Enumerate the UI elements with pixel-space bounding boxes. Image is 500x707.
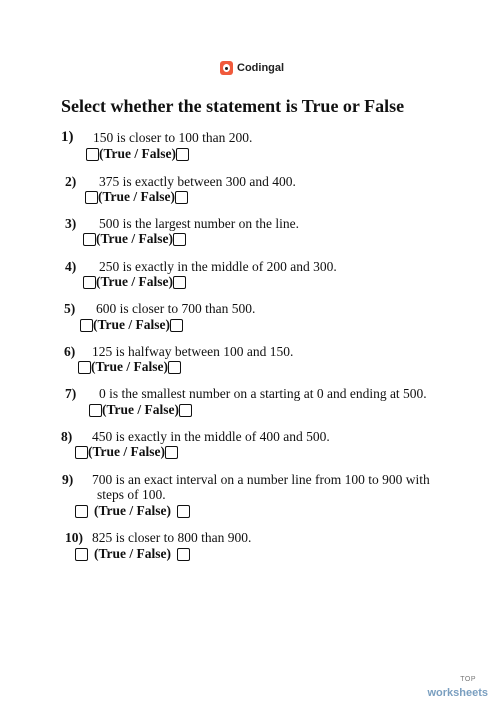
answer-checkbox-right[interactable] [177, 548, 190, 561]
answer-row [78, 359, 181, 375]
codingal-logo-icon [220, 61, 233, 75]
answer-checkbox-left[interactable] [86, 148, 99, 161]
answer-checkbox-right[interactable] [177, 505, 190, 518]
answer-row [75, 503, 190, 519]
answer-label: (True / False) [96, 231, 173, 246]
answer-label: (True / False) [91, 359, 168, 374]
watermark-worksheets: worksheets [427, 687, 488, 699]
answer-checkbox-right[interactable] [170, 319, 183, 332]
answer-checkbox-left[interactable] [89, 404, 102, 417]
answer-checkbox-left[interactable] [78, 361, 91, 374]
answer-label: (True / False) [93, 317, 170, 332]
answer-checkbox-right[interactable] [175, 191, 188, 204]
answer-checkbox-right[interactable] [179, 404, 192, 417]
answer-row [86, 146, 189, 162]
question-text: 0 is the smallest number on a starting at 0 and ending at 500. [99, 386, 427, 401]
question-number: 6) [64, 344, 76, 359]
answer-row [85, 189, 188, 205]
answer-label: (True / False) [102, 402, 179, 417]
answer-checkbox-right[interactable] [173, 276, 186, 289]
question-text: 125 is halfway between 100 and 150. [92, 344, 294, 359]
answer-row [89, 402, 192, 418]
question-number: 9) [62, 472, 74, 487]
topworksheets-watermark [427, 676, 488, 701]
question-text: 825 is closer to 800 than 900. [92, 530, 252, 545]
question-text-continued: steps of 100. [97, 487, 166, 502]
question-text: 500 is the largest number on the line. [99, 216, 299, 231]
answer-checkbox-left[interactable] [75, 548, 88, 561]
question-number: 1) [61, 129, 74, 145]
answer-label: (True / False) [98, 189, 175, 204]
brand-logo [220, 61, 284, 75]
question-number: 5) [64, 301, 76, 316]
answer-checkbox-left[interactable] [85, 191, 98, 204]
answer-checkbox-right[interactable] [173, 233, 186, 246]
question-text: 700 is an exact interval on a number line from 100 to 900 with [92, 472, 430, 487]
answer-label: (True / False) [99, 146, 176, 161]
answer-row [75, 546, 190, 562]
answer-label: (True / False) [96, 274, 173, 289]
question-number: 4) [65, 259, 77, 274]
worksheet-title: Select whether the statement is True or False [61, 96, 405, 116]
answer-row [80, 317, 183, 333]
answer-label: (True / False) [88, 444, 165, 459]
question-text: 600 is closer to 700 than 500. [96, 301, 256, 316]
answer-checkbox-right[interactable] [165, 446, 178, 459]
question-number: 10) [65, 530, 83, 545]
question-text: 450 is exactly in the middle of 400 and 500. [92, 429, 330, 444]
answer-label: (True / False) [94, 546, 171, 561]
answer-row [75, 444, 178, 460]
question-number: 3) [65, 216, 77, 231]
answer-checkbox-left[interactable] [83, 276, 96, 289]
brand-name: Codingal [237, 62, 285, 74]
question-text: 375 is exactly between 300 and 400. [99, 174, 296, 189]
question-number: 7) [65, 386, 77, 401]
answer-checkbox-right[interactable] [176, 148, 189, 161]
question-text: 150 is closer to 100 than 200. [93, 130, 253, 145]
answer-checkbox-right[interactable] [168, 361, 181, 374]
answer-checkbox-left[interactable] [75, 446, 88, 459]
answer-row [83, 231, 186, 247]
answer-checkbox-left[interactable] [75, 505, 88, 518]
answer-row [83, 274, 186, 290]
question-text: 250 is exactly in the middle of 200 and 300. [99, 259, 337, 274]
answer-label: (True / False) [94, 503, 171, 518]
answer-checkbox-left[interactable] [80, 319, 93, 332]
question-number: 8) [61, 429, 73, 444]
watermark-top: TOP [460, 676, 476, 683]
question-number: 2) [65, 174, 77, 189]
answer-checkbox-left[interactable] [83, 233, 96, 246]
